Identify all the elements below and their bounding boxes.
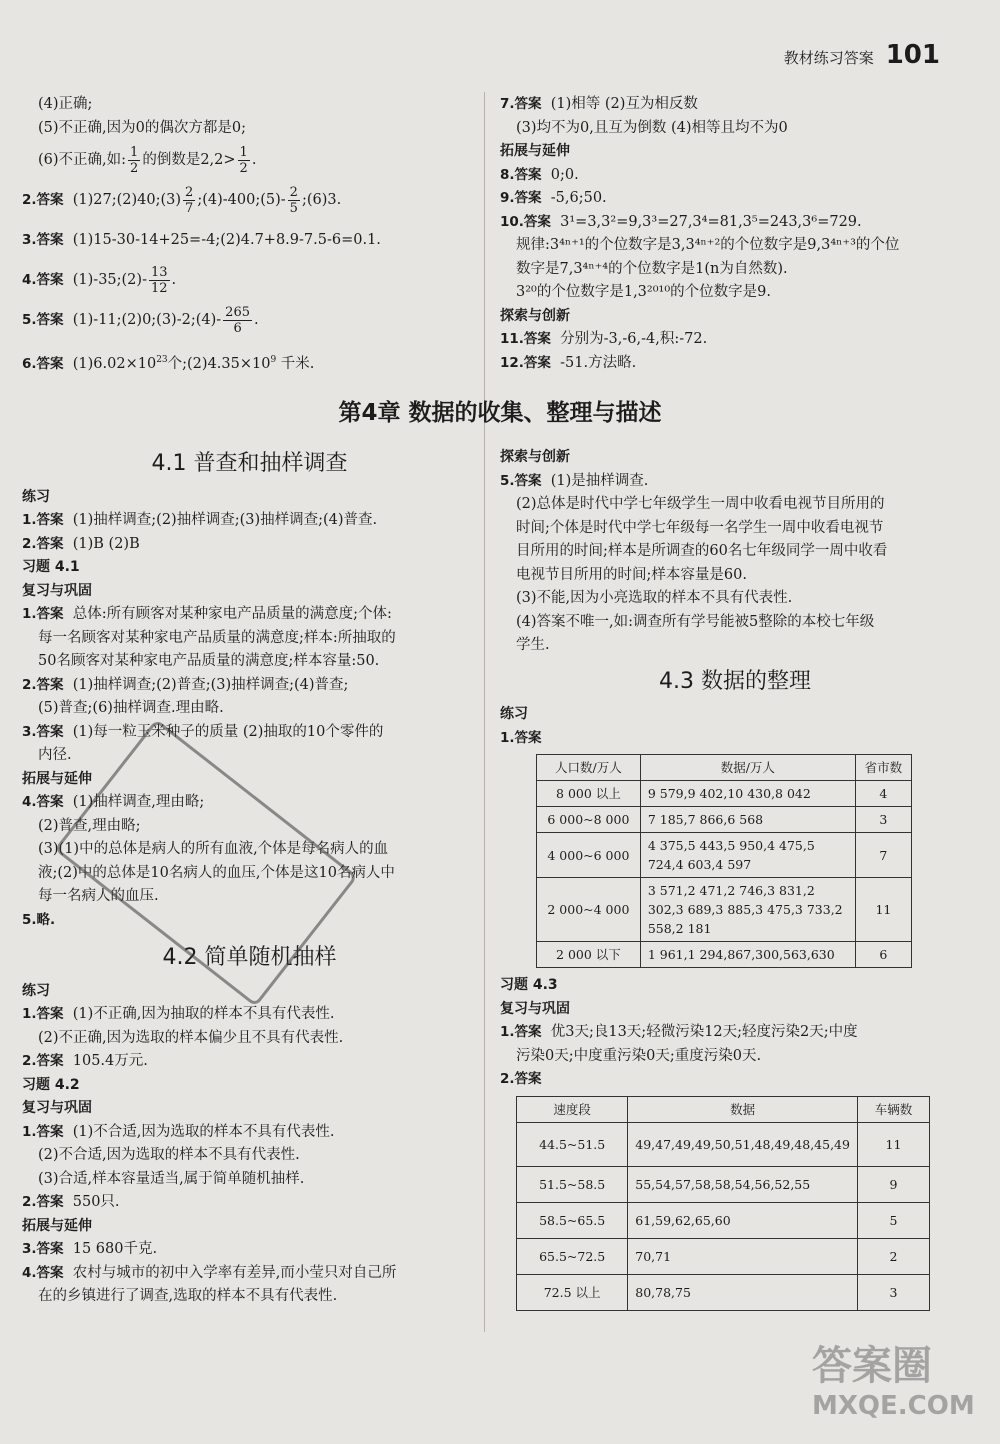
answer-line: (5)不正确,因为0的偶次方都是0; bbox=[38, 119, 246, 136]
exercise-2: 2.答案 (1)B (2)B bbox=[22, 535, 140, 552]
subheading: 练习 bbox=[500, 706, 528, 722]
answer-9: 9.答案 -5,6;50. bbox=[500, 190, 607, 206]
left-top-answers bbox=[22, 93, 477, 384]
right-top-answers bbox=[500, 93, 970, 375]
watermark-text: 答案圈 bbox=[812, 1343, 932, 1389]
answer-2: 2.答案 (1)27;(2)40;(3) $\frac{2}{7}$ ;(4)-400;(5)- $\frac{2}{5}$ ;(6)3. bbox=[22, 184, 342, 216]
answer-10: 10.答案 3¹=3,3²=9,3³=27,3⁴=81,3⁵=243,3⁶=729. bbox=[500, 213, 862, 230]
problem-5: 5.答案 (1)是抽样调查. bbox=[500, 472, 649, 489]
subheading: 拓展与延伸 bbox=[22, 1217, 92, 1234]
subheading: 复习与巩固 bbox=[22, 1100, 92, 1116]
subheading: 复习与巩固 bbox=[22, 582, 92, 599]
subheading: 习题 4.3 bbox=[500, 977, 558, 993]
answer-line: 电视节目所用的时间;样本容量是60. bbox=[516, 566, 747, 583]
problem-1: 1.答案 总体:所有顾客对某种家电产品质量的满意度;个体: bbox=[22, 606, 392, 622]
answer-line: (2)总体是时代中学七年级学生一周中收看电视节目所用的 bbox=[516, 496, 885, 512]
answer-line: (3)均不为0,且互为倒数 (4)相等且均不为0 bbox=[516, 119, 788, 136]
subheading: 习题 4.1 bbox=[22, 559, 80, 575]
subheading: 拓展与延伸 bbox=[500, 143, 570, 159]
table-row: 51.5~58.5 55,54,57,58,58,54,56,52,55 9 bbox=[517, 1166, 930, 1202]
answer-line: 数字是7,3⁴ⁿ⁺⁴的个位数字是1(n为自然数). bbox=[516, 260, 788, 277]
answer-line: (5)普查;(6)抽样调查.理由略. bbox=[38, 700, 224, 716]
section-title: 4.3 数据的整理 bbox=[659, 668, 811, 694]
exercise-1: 1.答案 (1)不正确,因为抽取的样本不具有代表性. bbox=[22, 1006, 335, 1022]
answer-line: (3)(1)中的总体是病人的所有血液,个体是每名病人的血 bbox=[38, 841, 389, 857]
answer-line: (2)普查,理由略; bbox=[38, 817, 141, 834]
answer-3: 3.答案 (1)15-30-14+25=-4;(2)4.7+8.9-7.5-6=0.1. bbox=[22, 232, 381, 248]
problem-3: 3.答案 15 680千克. bbox=[22, 1241, 158, 1257]
table-row: 8 000 以上 9 579,9 402,10 430,8 042 4 bbox=[537, 781, 912, 807]
answer-11: 11.答案 分别为-3,-6,-4,积:-72. bbox=[500, 331, 708, 347]
answer-line: 每一名顾客对某种家电产品质量的满意度;样本:所抽取的 bbox=[38, 629, 396, 646]
answer-8: 8.答案 0;0. bbox=[500, 166, 579, 183]
table-header: 人口数/万人 bbox=[537, 755, 641, 781]
subheading: 练习 bbox=[22, 982, 50, 999]
answer-line: 学生. bbox=[516, 637, 550, 653]
problem-3: 3.答案 (1)每一粒玉米种子的质量 (2)抽取的10个零件的 bbox=[22, 723, 384, 740]
exercise-1: 1.答案 bbox=[500, 729, 542, 746]
answer-line: 在的乡镇进行了调查,选取的样本不具有代表性. bbox=[38, 1288, 338, 1304]
table-header: 数据 bbox=[628, 1096, 858, 1122]
answer-line: (3)合适,样本容量适当,属于简单随机抽样. bbox=[38, 1170, 305, 1187]
answer-6: 6.答案 $(1)6.02\times 10^{23}$个$;(2)4.35\times 10^9$ 千米. bbox=[22, 355, 315, 372]
answer-line: 液;(2)中的总体是10名病人的血压,个体是这10名病人中 bbox=[38, 864, 395, 881]
answer-line: (4)正确; bbox=[38, 96, 93, 112]
chapter-title: 第4章 数据的收集、整理与描述 bbox=[338, 400, 662, 426]
problem-4: 4.答案 (1)抽样调查,理由略; bbox=[22, 794, 205, 810]
section-title: 4.1 普查和抽样调查 bbox=[151, 451, 348, 476]
table-header: 速度段 bbox=[517, 1096, 628, 1122]
speed-table bbox=[516, 1096, 930, 1311]
answer-line: 规律:3⁴ⁿ⁺¹的个位数字是3,3⁴ⁿ⁺²的个位数字是9,3⁴ⁿ⁺³的个位 bbox=[516, 237, 900, 253]
subheading: 习题 4.2 bbox=[22, 1076, 80, 1093]
table-row: 2 000 以下 1 961,1 294,867,300,563,630 6 bbox=[537, 942, 912, 968]
answer-line: (3)不能,因为小亮选取的样本不具有代表性. bbox=[516, 590, 793, 606]
problem-4: 4.答案 农村与城市的初中入学率有差异,而小莹只对自己所 bbox=[22, 1264, 397, 1281]
table-row: 65.5~72.5 70,71 2 bbox=[517, 1238, 930, 1274]
table-row: 2 000~4 000 3 571,2 471,2 746,3 831,2 302,3 689,3 885,3 475,3 733,2 558,2 181 11 bbox=[537, 878, 912, 942]
table-header: 数据/万人 bbox=[640, 755, 855, 781]
table-row: 44.5~51.5 49,47,49,49,50,51,48,49,48,45,49 11 bbox=[517, 1122, 930, 1166]
answer-line: 内径. bbox=[38, 747, 72, 763]
page-number: 101 bbox=[885, 40, 940, 70]
answer-12: 12.答案 -51.方法略. bbox=[500, 354, 637, 371]
table-row: 4 000~6 000 4 375,5 443,5 950,4 475,5 724,4 603,4 597 7 bbox=[537, 833, 912, 878]
problem-2: 2.答案 (1)抽样调查;(2)普查;(3)抽样调查;(4)普查; bbox=[22, 676, 349, 693]
section-title: 4.2 简单随机抽样 bbox=[162, 945, 337, 970]
answer-5: 5.答案 (1)-11;(2)0;(3)-2;(4)- $\frac{265}{6}$ . bbox=[22, 304, 259, 336]
subheading: 探索与创新 bbox=[500, 307, 570, 324]
header-title: 教材练习答案 bbox=[783, 49, 874, 67]
answer-line: 50名顾客对某种家电产品质量的满意度;样本容量:50. bbox=[38, 653, 380, 669]
watermark-logo bbox=[812, 1334, 982, 1434]
answer-line: 时间;个体是时代中学七年级每一名学生一周中收看电视节 bbox=[516, 519, 884, 536]
watermark-url: MXQE.COM bbox=[812, 1391, 975, 1421]
right-bottom bbox=[500, 446, 970, 1311]
column-divider bbox=[484, 92, 485, 1332]
answer-line: 每一名病人的血压. bbox=[38, 888, 159, 904]
subheading: 探索与创新 bbox=[500, 449, 570, 465]
answer-line: (2)不正确,因为选取的样本偏少且不具有代表性. bbox=[38, 1029, 344, 1046]
table-row: 6 000~8 000 7 185,7 866,6 568 3 bbox=[537, 807, 912, 833]
table-row: 72.5 以上 80,78,75 3 bbox=[517, 1274, 930, 1310]
subheading: 练习 bbox=[22, 488, 50, 505]
problem-5: 5.略. bbox=[22, 911, 56, 928]
table-header: 省市数 bbox=[855, 755, 911, 781]
problem-1: 1.答案 优3天;良13天;轻微污染12天;轻度污染2天;中度 bbox=[500, 1024, 858, 1040]
table-row: 58.5~65.5 61,59,62,65,60 5 bbox=[517, 1202, 930, 1238]
exercise-1: 1.答案 (1)抽样调查;(2)抽样调查;(3)抽样调查;(4)普查. bbox=[22, 512, 378, 528]
answer-line: (6)不正确,如: $\frac{1}{2}$ 的倒数是2,2> $\frac{1}{2}$ . bbox=[38, 144, 257, 176]
exercise-2: 2.答案 105.4万元. bbox=[22, 1053, 148, 1069]
answer-line: (2)不合适,因为选取的样本不具有代表性. bbox=[38, 1147, 300, 1163]
answer-4: 4.答案 (1)-35;(2)- $\frac{13}{12}$ . bbox=[22, 264, 177, 296]
answer-7: 7.答案 (1)相等 (2)互为相反数 bbox=[500, 96, 698, 112]
answer-line: 3²⁰的个位数字是1,3²⁰¹⁰的个位数字是9. bbox=[516, 284, 771, 300]
answer-line: (4)答案不唯一,如:调查所有学号能被5整除的本校七年级 bbox=[516, 613, 875, 630]
problem-1: 1.答案 (1)不合适,因为选取的样本不具有代表性. bbox=[22, 1123, 335, 1140]
answer-line: 污染0天;中度重污染0天;重度污染0天. bbox=[516, 1047, 762, 1064]
subheading: 复习与巩固 bbox=[500, 1000, 570, 1017]
problem-2: 2.答案 550只. bbox=[22, 1194, 120, 1210]
table-header: 车辆数 bbox=[857, 1096, 929, 1122]
answer-line: 目所用的时间;样本是所调查的60名七年级同学一周中收看 bbox=[516, 543, 888, 559]
problem-2: 2.答案 bbox=[500, 1071, 542, 1087]
population-table bbox=[536, 754, 912, 968]
page-header bbox=[784, 40, 940, 70]
subheading: 拓展与延伸 bbox=[22, 770, 92, 787]
